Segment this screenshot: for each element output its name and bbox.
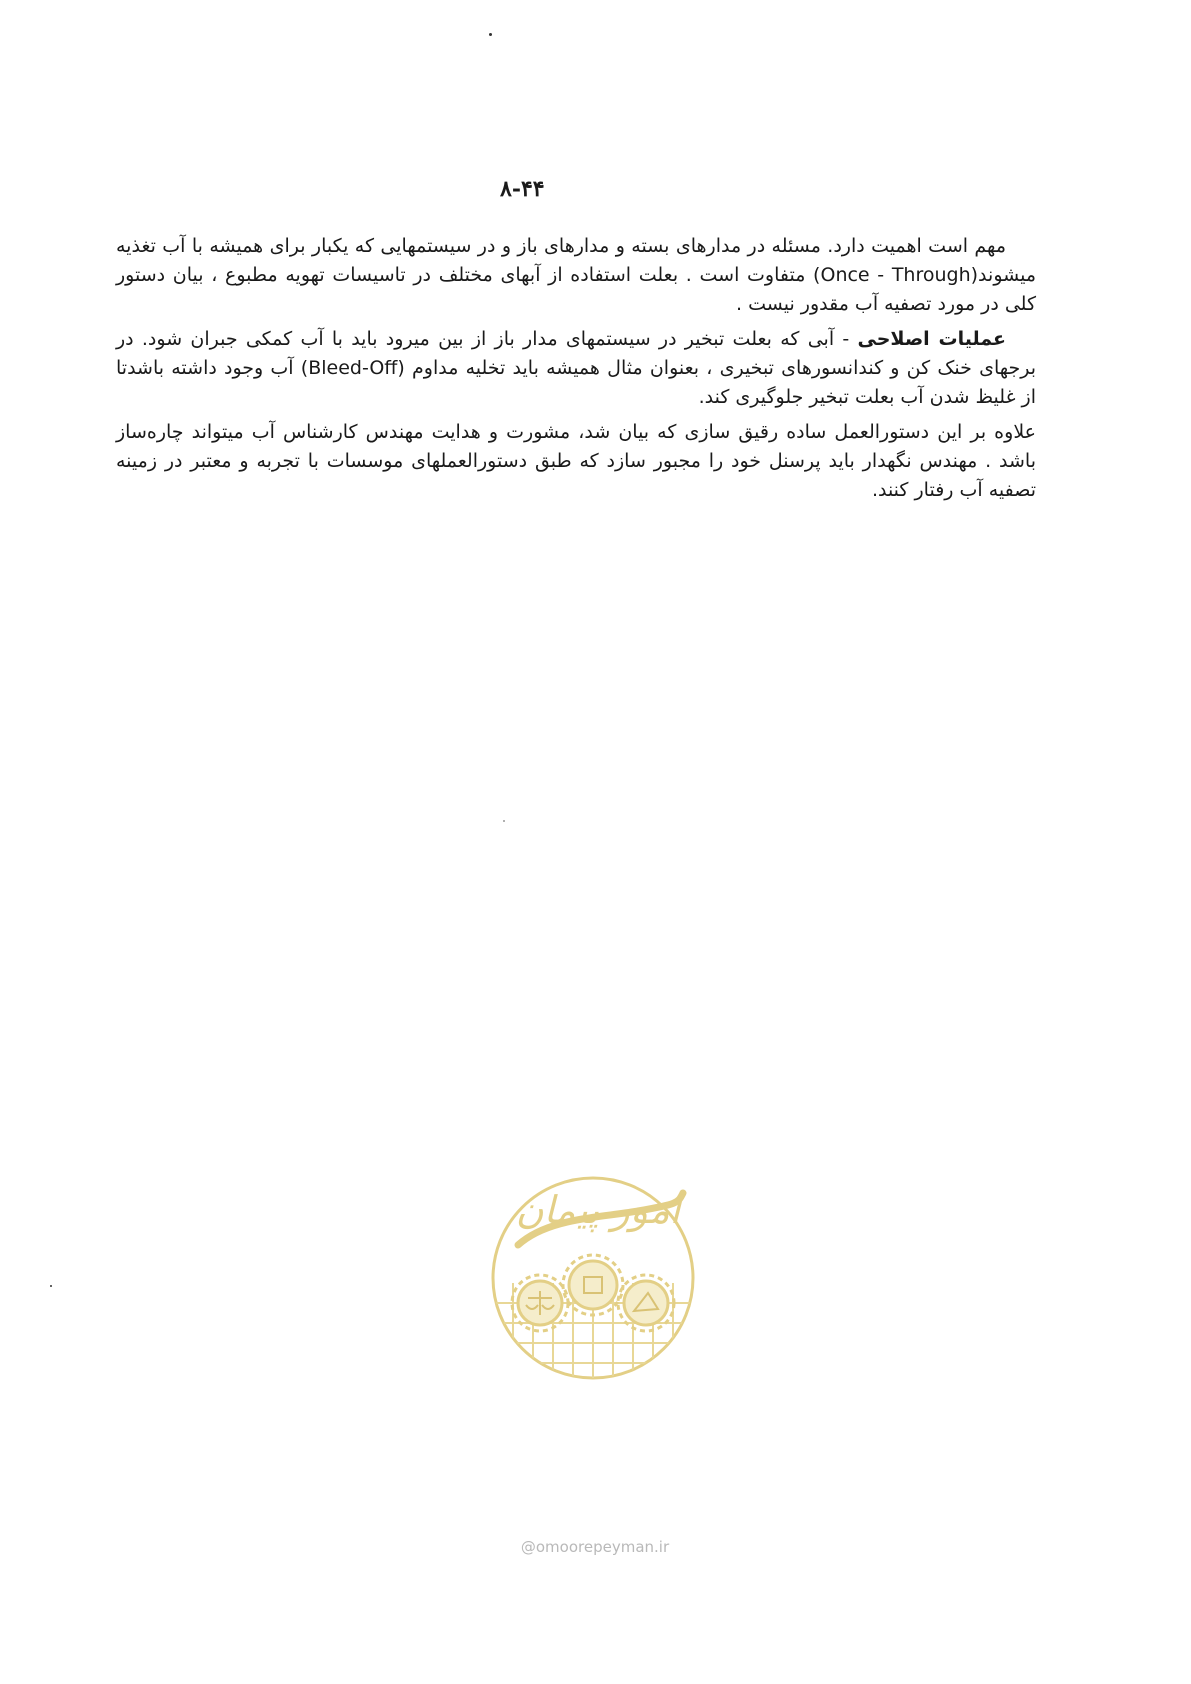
- scan-speck: [50, 1285, 52, 1287]
- watermark-logo-text: امور پیمان: [515, 1188, 681, 1232]
- section-heading: عملیات اصلاحی: [857, 328, 1006, 350]
- paragraph-text: مهم است اهمیت دارد. مسئله در مدارهای بسته و مدارهای باز و در سیستمهایی که یکبار برای همیشه با آب تغذیه میشوند(Once - Through) متفاوت است . بعلت استفاده از آبهای مختلف در تاسیسات تهویه مطبوع ، بیان دستور کلی در مورد تصفیه آب مقدور نیست .: [116, 235, 1036, 315]
- scan-speck: [489, 33, 492, 36]
- paragraph: [116, 232, 1036, 319]
- paragraph-text: علاوه بر این دستورالعمل ساده رقیق سازی که بیان شد، مشورت و هدایت مهندس کارشناس آب میتواند چاره‌ساز باشد . مهندس نگهدار باید پرسنل خود را مجبور سازد که طبق دستورالعملهای موسسات با تجربه و معتبر در زمینه تصفیه آب رفتار کنند.: [116, 421, 1036, 501]
- paragraph-text: - آبی که بعلت تبخیر در سیستمهای مدار باز از بین میرود باید با آب کمکی جبران شود. در برجهای خنک کن و کندانسورهای تبخیری ، بعنوان مثال همیشه باید تخلیه مداوم (Bleed-Off) آب وجود داشته باشدتا از غلیظ شدن آب بعلت تبخیر جلوگیری کند.: [116, 328, 1037, 408]
- omoor-peyman-logo-icon: [488, 1163, 698, 1403]
- watermark-caption: @omoorepeyman.ir: [520, 1538, 670, 1556]
- page-number: ۸-۴۴: [500, 176, 545, 202]
- paragraph: [116, 325, 1036, 412]
- body-text: [116, 232, 1036, 511]
- scan-speck: [503, 820, 505, 822]
- paragraph: [116, 418, 1036, 505]
